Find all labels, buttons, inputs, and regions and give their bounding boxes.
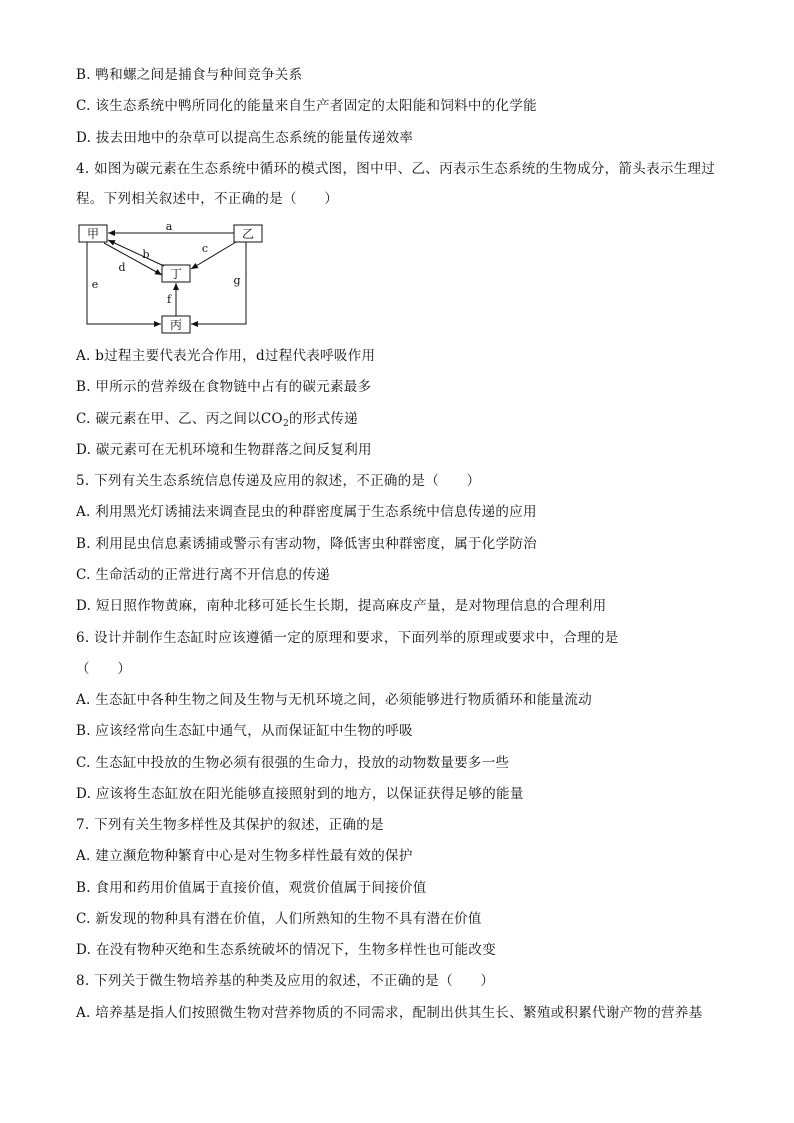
option-6C: C. 生态缸中投放的生物必须有很强的生命力，投放的动物数量要多一些 <box>76 755 510 771</box>
option-7D: D. 在没有物种灭绝和生态系统破坏的情况下，生物多样性也可能改变 <box>76 942 497 958</box>
option-3D: D. 拔去田地中的杂草可以提高生态系统的能量传递效率 <box>76 130 414 146</box>
option-4D: D. 碳元素可在无机环境和生物群落之间反复利用 <box>76 442 372 458</box>
option-5D: D. 短日照作物黄麻，南种北移可延长生长期，提高麻皮产量，是对物理信息的合理利用 <box>76 598 607 614</box>
option-3C: C. 该生态系统中鸭所同化的能量来自生产者固定的太阳能和饲料中的化学能 <box>76 98 537 114</box>
option-5B: B. 利用昆虫信息素诱捕或警示有害动物，降低害虫种群密度，属于化学防治 <box>76 536 538 552</box>
option-5C: C. 生命活动的正常进行离不开信息的传递 <box>76 567 330 583</box>
arrow-c <box>191 242 236 269</box>
option-5A: A. 利用黑光灯诱捕法来调查昆虫的种群密度属于生态系统中信息传递的应用 <box>76 504 537 520</box>
option-4C: C. 碳元素在甲、乙、丙之间以$CO_2$的形式传递 <box>76 411 358 429</box>
option-4A: A. b过程主要代表光合作用，d过程代表呼吸作用 <box>76 348 376 364</box>
option-6A: A. 生态缸中各种生物之间及生物与无机环境之间，必须能够进行物质循环和能量流动 <box>76 692 593 708</box>
arrow-c-label: c <box>201 242 209 255</box>
question-6-stem-cont: （ ） <box>76 661 132 677</box>
arrow-e-label: e <box>91 278 99 291</box>
option-8A: A. 培养基是指人们按照微生物对营养物质的不同需求，配制出供其生长、繁殖或积累代谢产物的营养基 <box>76 1005 703 1021</box>
question-8-stem: 8. 下列关于微生物培养基的种类及应用的叙述，不正确的是（ ） <box>76 973 495 989</box>
arrow-f-label: f <box>166 293 172 306</box>
option-3B: B. 鸭和螺之间是捕食与种间竞争关系 <box>76 67 303 83</box>
question-6-stem: 6. 设计并制作生态缸时应该遵循一定的原理和要求，下面列举的原理或要求中，合理的是 <box>76 630 619 646</box>
option-7C: C. 新发现的物种具有潜在价值，人们所熟知的生物不具有潜在价值 <box>76 911 482 927</box>
option-7A: A. 建立濒危物种繁育中心是对生物多样性最有效的保护 <box>76 848 413 864</box>
node-bing-label: 丙 <box>169 318 183 332</box>
arrow-d-label: d <box>118 261 126 274</box>
question-5-stem: 5. 下列有关生态系统信息传递及应用的叙述，不正确的是（ ） <box>76 473 481 489</box>
option-7B: B. 食用和药用价值属于直接价值，观赏价值属于间接价值 <box>76 880 427 896</box>
arrow-d <box>104 243 162 275</box>
option-6B: B. 应该经常向生态缸中通气，从而保证缸中生物的呼吸 <box>76 723 413 739</box>
option-6D: D. 应该将生态缸放在阳光能够直接照射到的地方，以保证获得足够的能量 <box>76 786 524 802</box>
arrow-g-label: g <box>233 274 241 287</box>
node-yi-label: 乙 <box>241 227 255 241</box>
carbon-cycle-diagram <box>74 220 274 340</box>
arrow-a-label: a <box>165 220 173 233</box>
node-jia-label: 甲 <box>86 227 100 241</box>
arrow-b-label: b <box>142 248 150 261</box>
node-ding-label: 丁 <box>169 267 183 281</box>
question-4-stem-cont: 程。下列相关叙述中，不正确的是（ ） <box>76 191 339 207</box>
option-4B: B. 甲所示的营养级在食物链中占有的碳元素最多 <box>76 379 372 395</box>
question-4-stem: 4. 如图为碳元素在生态系统中循环的模式图，图中甲、乙、丙表示生态系统的生物成分，箭头表示生理过 <box>76 161 716 177</box>
arrow-b <box>108 240 164 266</box>
question-7-stem: 7. 下列有关生物多样性及其保护的叙述，正确的是 <box>76 817 384 833</box>
